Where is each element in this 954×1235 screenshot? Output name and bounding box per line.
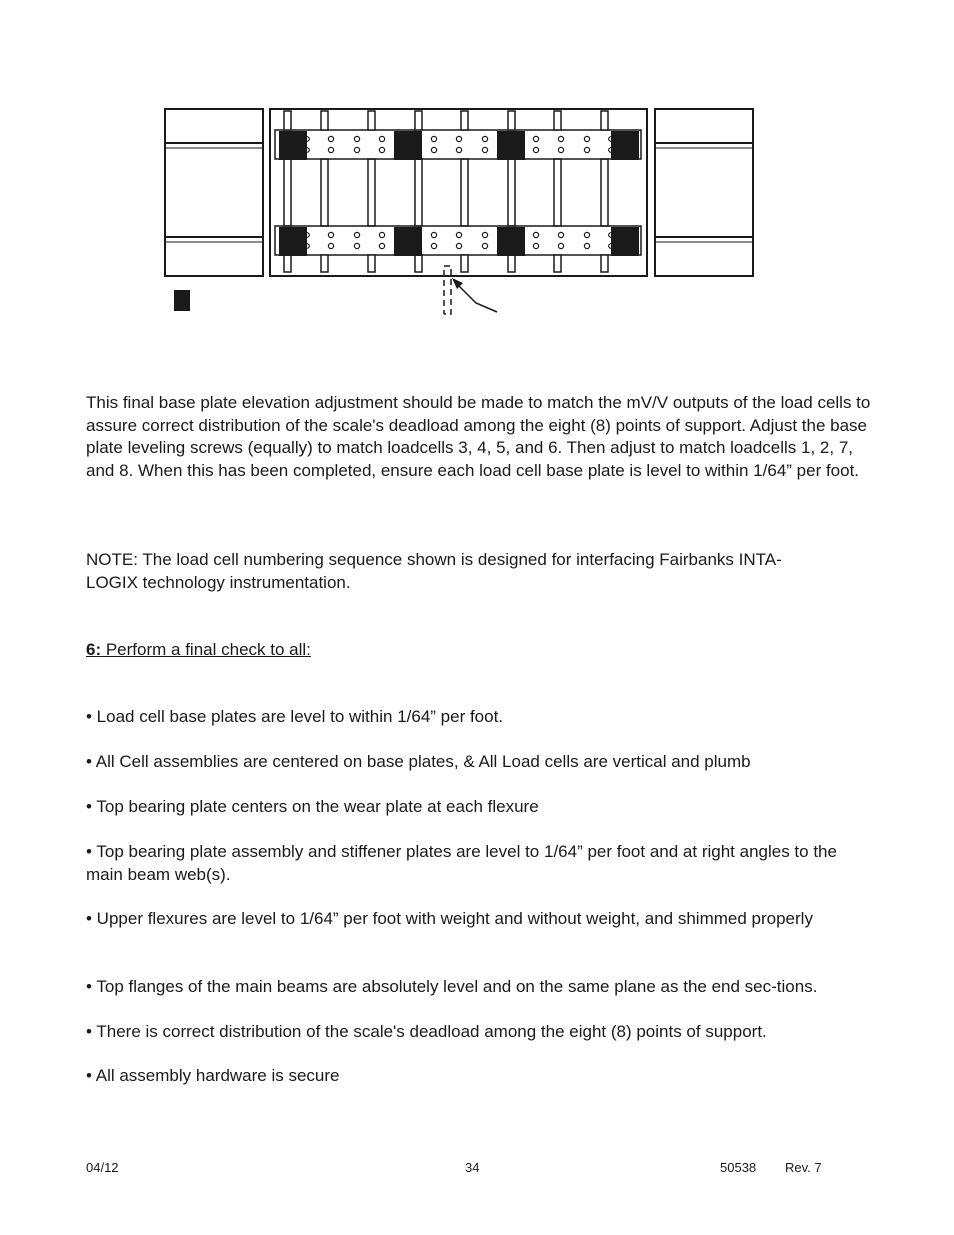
cross-member [284,159,291,226]
step-title: Perform a final check to all: [101,640,311,659]
bolt-hole [456,136,461,141]
beam-tab-top [415,111,422,130]
load-cell-block [394,131,422,160]
footer-date: 04/12 [86,1160,119,1175]
beam-tab-top [368,111,375,130]
beam-tab-top [554,111,561,130]
checklist-item-1: • Load cell base plates are level to within 1/64” per foot. [86,707,504,726]
bolt-hole [354,232,359,237]
bolt-hole [482,243,487,248]
bolt-hole [533,136,538,141]
bolt-hole [456,232,461,237]
bolt-hole [533,232,538,237]
cross-member [415,159,422,226]
bolt-hole [431,232,436,237]
bolt-hole [584,232,589,237]
step-heading [86,639,876,662]
bolt-hole [533,243,538,248]
top-main-beam [275,130,641,159]
beam-tab-top [508,111,515,130]
bolt-hole [558,243,563,248]
bolt-hole [558,136,563,141]
beam-tab-bottom [321,255,328,272]
beam-tab-top [601,111,608,130]
bolt-hole [379,243,384,248]
load-cell-block [611,227,639,256]
beam-tab-bottom [415,255,422,272]
bolt-hole [584,147,589,152]
checklist-item-7: • There is correct distribution of the scale's deadload among the eight (8) points of support. [86,1022,767,1041]
bolt-hole [328,147,333,152]
checklist-item-8: • All assembly hardware is secure [86,1066,340,1085]
adjustment-paragraph: This final base plate elevation adjustment should be made to match the mV/V outputs of the load cells to assure correct distribution of the scale's deadload among the eight (8) points of support. Adjust the base plate leveling screws (equally) to match loadcells 3, 4, 5, and 6. Then adjust to match loadcells 1, 2, 7, and 8. When this has been completed, ensure each load cell base plate is level to within 1/64” per foot. [86,393,871,480]
beam-tab-bottom [554,255,561,272]
cross-member [554,159,561,226]
left-end-section [165,109,263,276]
checklist-item-3: • Top bearing plate centers on the wear plate at each flexure [86,797,539,816]
cross-member [601,159,608,226]
checklist-item-4: • Top bearing plate assembly and stiffener plates are level to 1/64” per foot and at right angles to the main beam web(s). [86,842,837,884]
bolt-hole [482,136,487,141]
bolt-hole [328,232,333,237]
load-cell-legend-square [174,290,190,311]
beam-tab-bottom [601,255,608,272]
bolt-hole [328,136,333,141]
load-cell-block [279,227,307,256]
right-end-section [655,109,753,276]
beam-tab-bottom [461,255,468,272]
dashed-part-indicator [444,266,497,314]
beam-tab-bottom [508,255,515,272]
bolt-hole [482,232,487,237]
bolt-hole [558,232,563,237]
bolt-hole [431,147,436,152]
load-cell-block [497,131,525,160]
bolt-hole [558,147,563,152]
bolt-hole [533,147,538,152]
note-line-2: LOGIX technology instrumentation. [86,573,351,592]
bolt-hole [431,136,436,141]
checklist-item-5: • Upper flexures are level to 1/64” per foot with weight and without weight, and shimmed properly [86,909,813,928]
bolt-holes [305,136,614,248]
bolt-hole [456,243,461,248]
beam-tab-bottom [284,255,291,272]
bottom-main-beam [275,226,641,255]
step-number: 6: [86,640,102,659]
bolt-hole [584,243,589,248]
bolt-hole [354,136,359,141]
bolt-hole [482,147,487,152]
beam-tab-top [321,111,328,130]
bolt-hole [584,136,589,141]
cross-member [368,159,375,226]
beam-tab-bottom [368,255,375,272]
bolt-hole [379,232,384,237]
beam-tab-top [284,111,291,130]
beam-tab-top [461,111,468,130]
bolt-hole [456,147,461,152]
load-cell-block [611,131,639,160]
cross-member [508,159,515,226]
bolt-hole [328,243,333,248]
bolt-hole [431,243,436,248]
scale-plan-diagram [0,0,954,330]
cross-member [461,159,468,226]
bolt-hole [379,147,384,152]
footer-doc-number: 50538 [720,1160,757,1175]
bolt-hole [354,147,359,152]
checklist-item-2: • All Cell assemblies are centered on base plates, & All Load cells are vertical and plumb [86,752,751,771]
checklist-item-6: • Top flanges of the main beams are absolutely level and on the same plane as the end sec-tions. [86,977,818,996]
cross-members [284,159,608,226]
bolt-hole [354,243,359,248]
main-module-outline [270,109,647,276]
load-cell-block [497,227,525,256]
footer-page-number: 34 [465,1160,480,1175]
load-cell-block [279,131,307,160]
cross-member [321,159,328,226]
footer-revision: Rev. 7 [785,1160,822,1175]
bolt-hole [379,136,384,141]
load-cell-block [394,227,422,256]
note-line-1: NOTE: The load cell numbering sequence shown is designed for interfacing Fairbanks INTA- [86,550,782,569]
